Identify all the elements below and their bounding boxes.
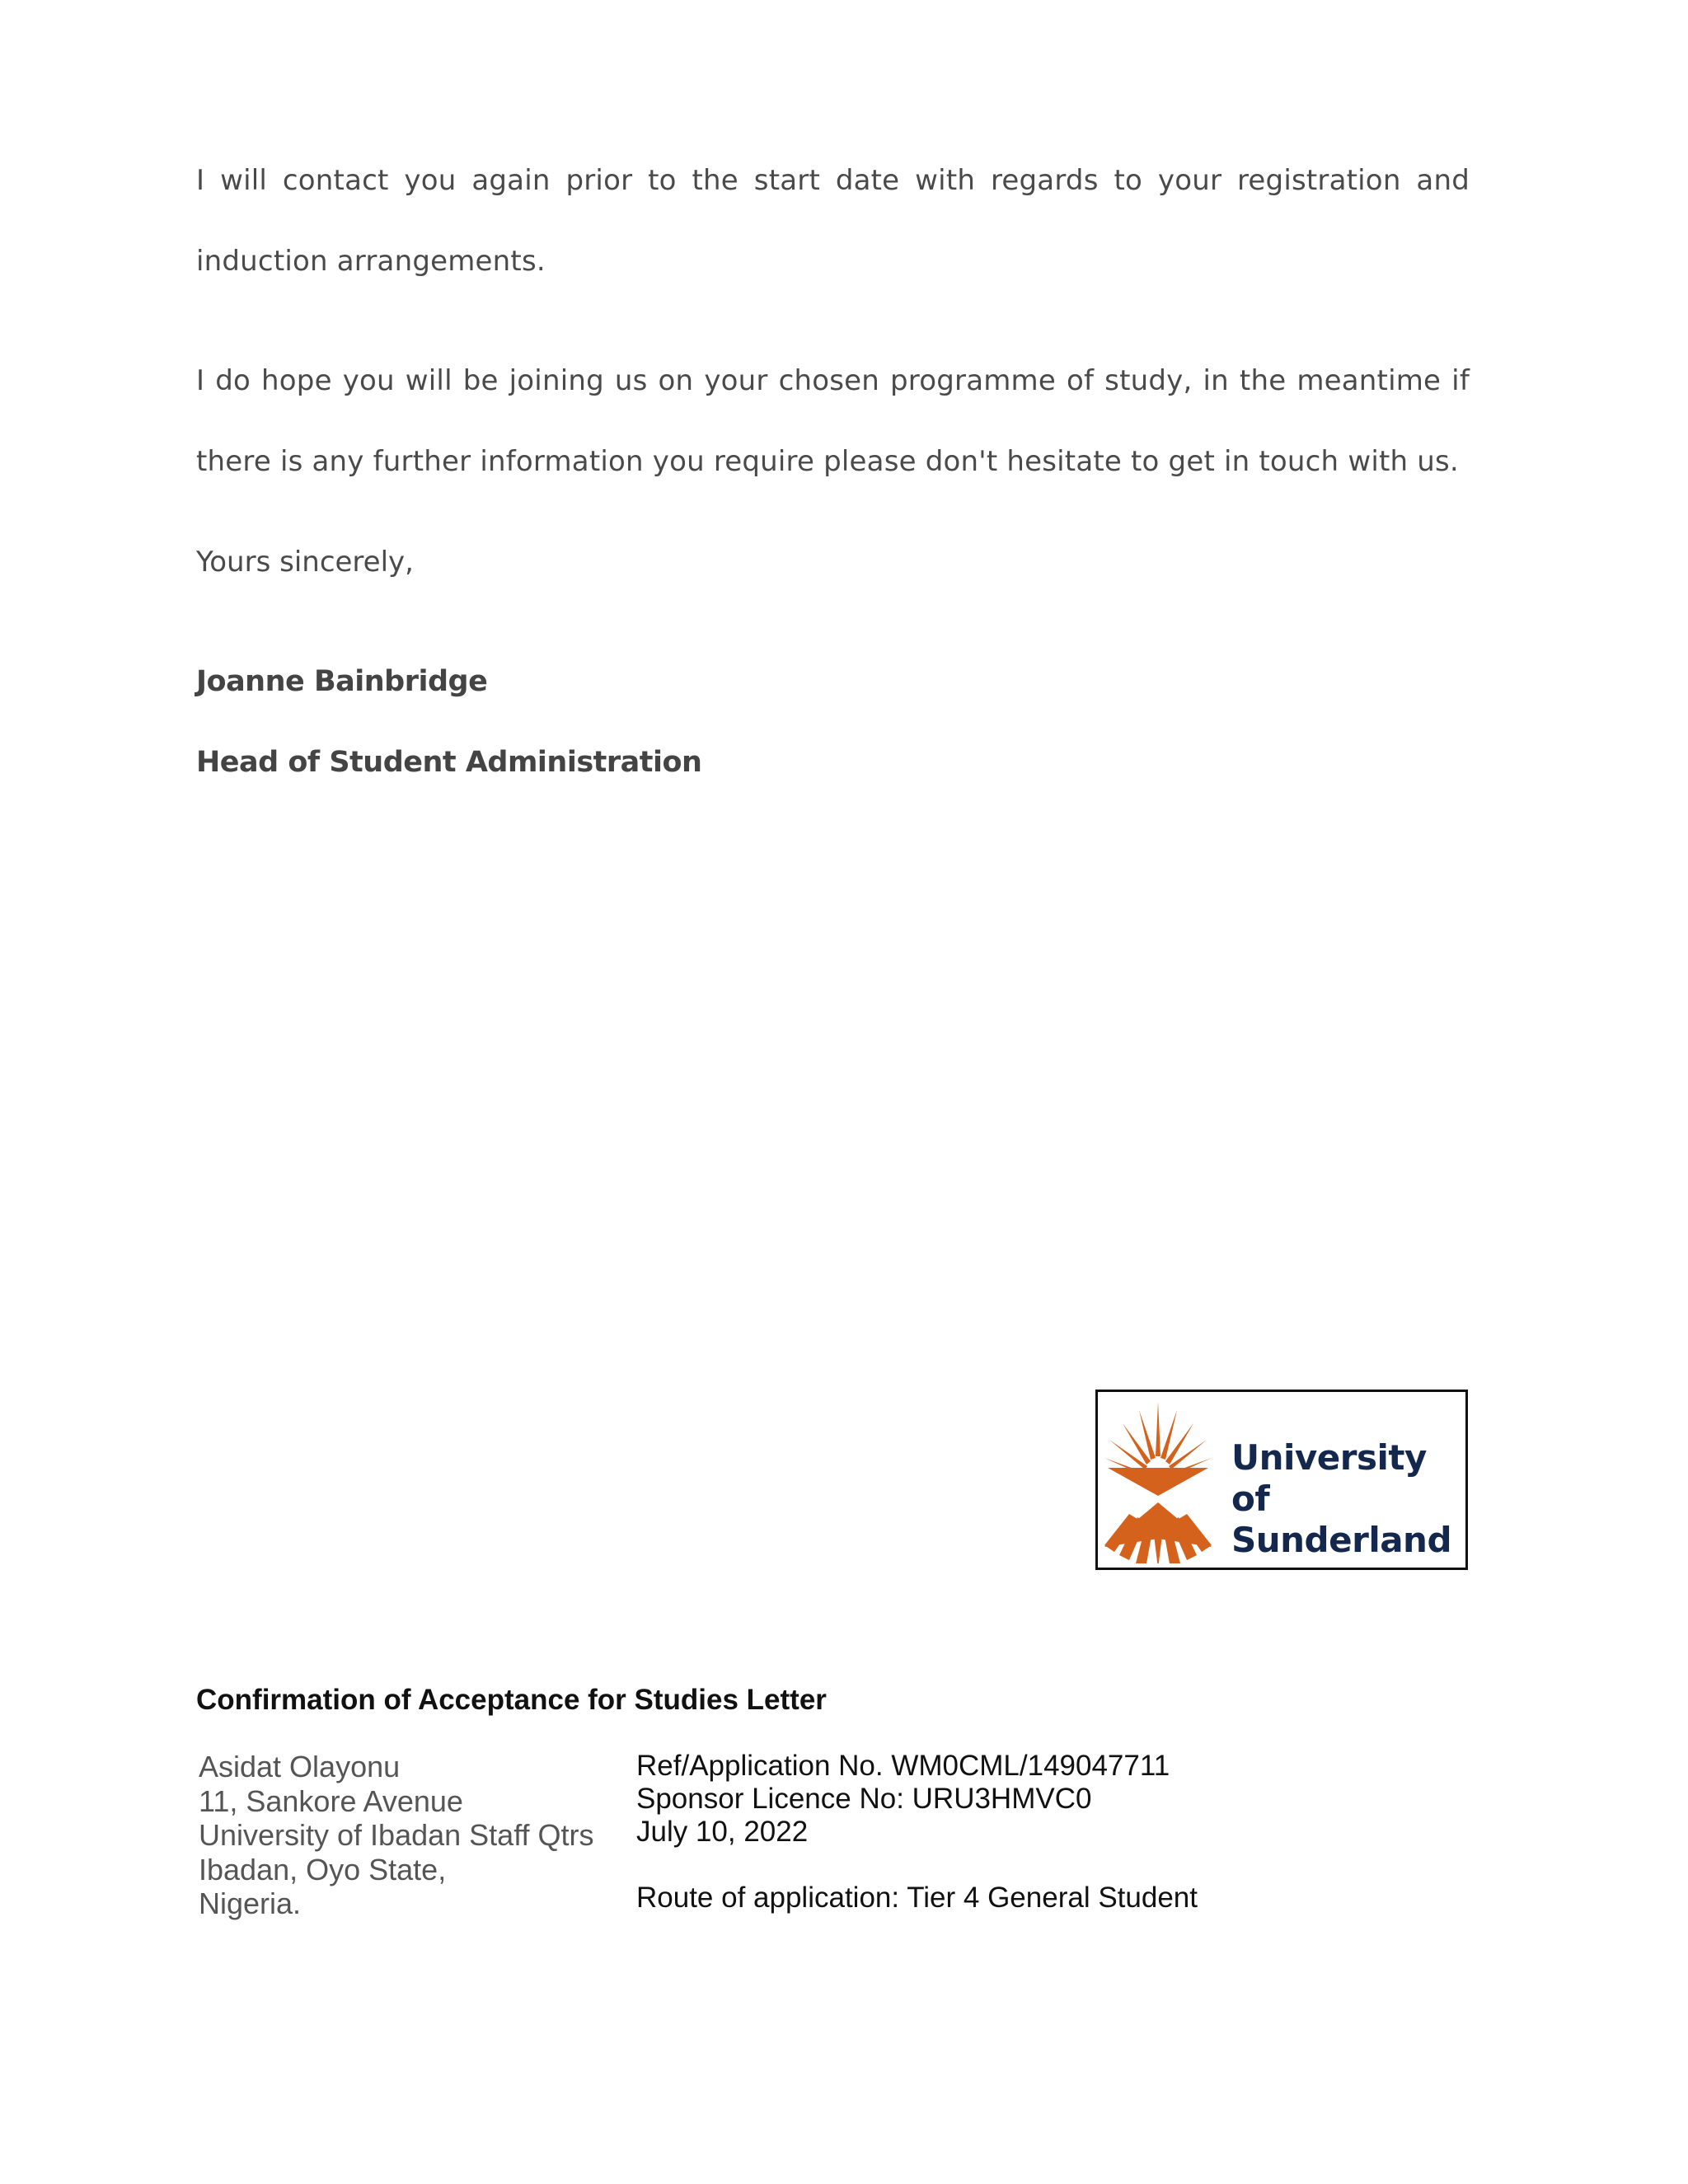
signer-name: Joanne Bainbridge xyxy=(196,665,488,698)
address-line: Ibadan, Oyo State, xyxy=(199,1852,447,1886)
letter-body xyxy=(196,140,1470,502)
sunburst-logo-icon xyxy=(1104,1399,1212,1563)
letter-date: July 10, 2022 xyxy=(636,1816,809,1848)
university-name xyxy=(1231,1437,1465,1561)
sponsor-licence-number: Sponsor Licence No: URU3HMVC0 xyxy=(636,1783,1092,1815)
reference-details xyxy=(636,1750,1198,1915)
address-line: University of Ibadan Staff Qtrs xyxy=(199,1818,594,1852)
university-name-line-1: University of xyxy=(1231,1437,1427,1519)
signer-title: Head of Student Administration xyxy=(196,746,702,779)
address-line: Asidat Olayonu xyxy=(199,1750,401,1783)
university-logo xyxy=(1095,1390,1468,1570)
route-of-application: Route of application: Tier 4 General Student xyxy=(636,1882,1198,1914)
cas-letter-title: Confirmation of Acceptance for Studies Letter xyxy=(196,1684,827,1716)
recipient-address xyxy=(199,1750,594,1921)
paragraph-further-information: I do hope you will be joining us on your chosen programme of study, in the meantime if there is any further information you require please don't hesitate to get in touch with us. xyxy=(196,364,1470,478)
paragraph-registration: I will contact you again prior to the start date with regards to your registration and induction arrangements. xyxy=(196,164,1470,278)
address-line: Nigeria. xyxy=(199,1886,302,1920)
ref-application-number: Ref/Application No. WM0CML/149047711 xyxy=(636,1750,1170,1782)
university-name-line-2: Sunderland xyxy=(1231,1520,1452,1560)
closing-salutation: Yours sincerely, xyxy=(196,546,414,579)
address-line: 11, Sankore Avenue xyxy=(199,1783,463,1818)
